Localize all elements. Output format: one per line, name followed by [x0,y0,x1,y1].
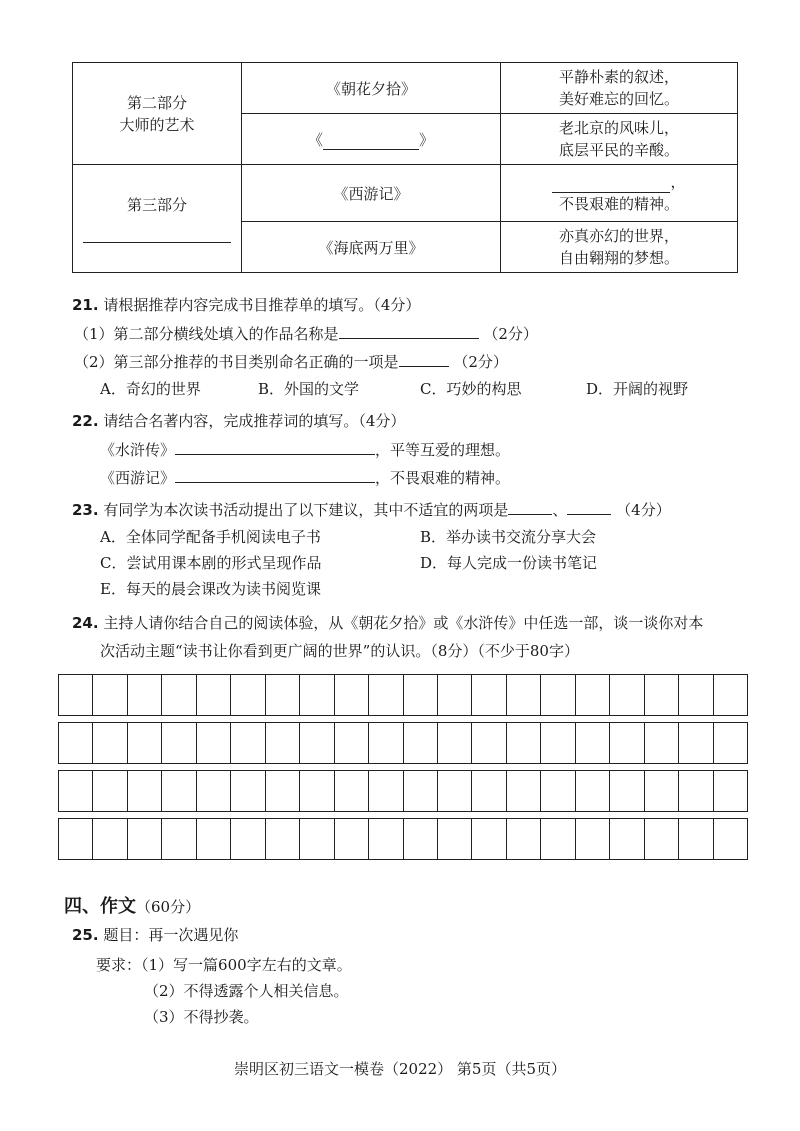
row2-desc-line1: 老北京的风味儿， [558,119,679,137]
row1-book: 《朝花夕拾》 [242,63,501,114]
q23-score: （4分） [616,501,671,519]
row2-book-open: 《 [307,130,323,149]
q21-number: 21. [72,296,99,314]
row3-desc [501,165,738,222]
q23-blank-2[interactable] [567,498,611,515]
q21-sub1-score: （2分） [483,325,538,343]
answer-grid-row[interactable] [58,674,748,716]
q23-stem [72,498,671,521]
q21-option-c[interactable]: C．巧妙的构思 [420,380,522,398]
row2-book-close: 》 [419,130,435,149]
q21-stem [72,294,420,316]
q22-line2-book: 《西游记》 [100,469,176,487]
row3-desc-line1 [501,171,737,193]
q21-option-a[interactable]: A．奇幻的世界 [100,380,201,398]
q23-option-a[interactable]: A．全体同学配备手机阅读电子书 [100,528,321,546]
section4-title-text: 四、作文 [64,896,136,917]
row4-desc-line1: 亦真亦幻的世界， [558,227,679,245]
page-footer: 崇明区初三语文一模卷（2022） 第5页（共5页） [233,1060,567,1078]
q22-line2-blank[interactable] [175,466,375,483]
q23-number: 23. [72,501,99,519]
row1-desc-line1: 平静朴素的叙述， [558,68,679,86]
q24-line2: 次活动主题“读书让你看到更广阔的世界”的认识。（8分）（不少于80字） [100,642,579,660]
row1-desc-line2: 美好难忘的回忆。 [558,90,679,108]
q21-option-b[interactable]: B．外国的文学 [258,380,360,398]
q25-req2: （2）不得透露个人相关信息。 [144,982,349,1000]
row2-desc [501,114,738,165]
q25-req1: （1）写一篇600字左右的文章。 [141,956,352,974]
q24-text-line1: 主持人请你结合自己的阅读体验，从《朝花夕拾》或《水浒传》中任选一部，谈一谈你对本 [103,614,704,632]
q22-number: 22. [72,412,99,430]
q21-sub1 [74,322,538,345]
q22-line1-book: 《水浒传》 [100,441,176,459]
row4-desc-line2: 自由翱翔的梦想。 [558,249,679,267]
row4-book: 《海底两万里》 [242,222,501,273]
q22-line1-blank[interactable] [175,438,375,455]
q21-sub2-prefix: （2）第三部分推荐的书目类别命名正确的一项是 [74,353,399,371]
part2-label-line1: 第二部分 [126,93,187,112]
part3-name-blank[interactable] [83,242,231,243]
answer-grid-row[interactable] [58,818,748,860]
q22-text: 请结合名著内容，完成推荐词的填写。（4分） [103,412,406,430]
q23-text: 有同学为本次读书活动提出了以下建议，其中不适宜的两项是 [103,501,509,519]
q21-sub2 [74,350,508,373]
q23-option-e[interactable]: E．每天的晨会课改为读书阅览课 [100,580,321,598]
q21-sub2-score: （2分） [453,353,508,371]
q22-line2 [100,466,510,489]
row3-book: 《西游记》 [242,165,501,222]
q25-number: 25. [72,926,99,944]
row4-desc [501,222,738,273]
part2-cell [73,63,242,165]
recommendation-table [72,62,738,273]
q25-req1-line [96,954,352,976]
answer-grid-row[interactable] [58,770,748,812]
section4-title [64,892,200,918]
part3-label: 第三部分 [126,196,187,214]
q25-stem [72,924,238,946]
q22-line1 [100,438,510,461]
row3-desc-blank[interactable] [552,176,670,193]
q25-req3: （3）不得抄袭。 [144,1008,259,1026]
q25-req-label: 要求： [96,956,142,974]
q21-sub1-prefix: （1）第二部分横线处填入的作品名称是 [74,325,339,343]
q21-sub1-blank[interactable] [339,322,479,339]
row2-book [242,114,501,165]
q22-line1-suffix: ，平等互爱的理想。 [375,441,511,459]
q21-option-d[interactable]: D．开阔的视野 [586,380,689,398]
q21-sub2-blank[interactable] [399,350,449,367]
q23-blank-1[interactable] [508,498,552,515]
part3-cell [73,165,242,273]
row1-desc [501,63,738,114]
row2-desc-line2: 底层平民的辛酸。 [558,141,679,159]
answer-grid-row[interactable] [58,722,748,764]
q23-option-c[interactable]: C．尝试用课本剧的形式呈现作品 [100,554,322,572]
row2-book-blank[interactable] [323,133,419,150]
q22-stem [72,410,405,432]
q23-sep: 、 [552,501,568,519]
q24-line1 [72,612,703,634]
part2-label-line2: 大师的艺术 [119,115,195,134]
q23-option-d[interactable]: D．每人完成一份读书笔记 [420,554,598,572]
section4-points: （60分） [136,898,201,916]
row3-desc-suffix: ， [670,173,686,191]
row3-desc-line2: 不畏艰难的精神。 [558,195,679,213]
q25-title: 题目：再一次遇见你 [103,926,239,944]
q24-number: 24. [72,614,99,632]
q22-line2-suffix: ，不畏艰难的精神。 [375,469,511,487]
q21-text: 请根据推荐内容完成书目推荐单的填写。（4分） [103,296,421,314]
q23-option-b[interactable]: B．举办读书交流分享大会 [420,528,597,546]
